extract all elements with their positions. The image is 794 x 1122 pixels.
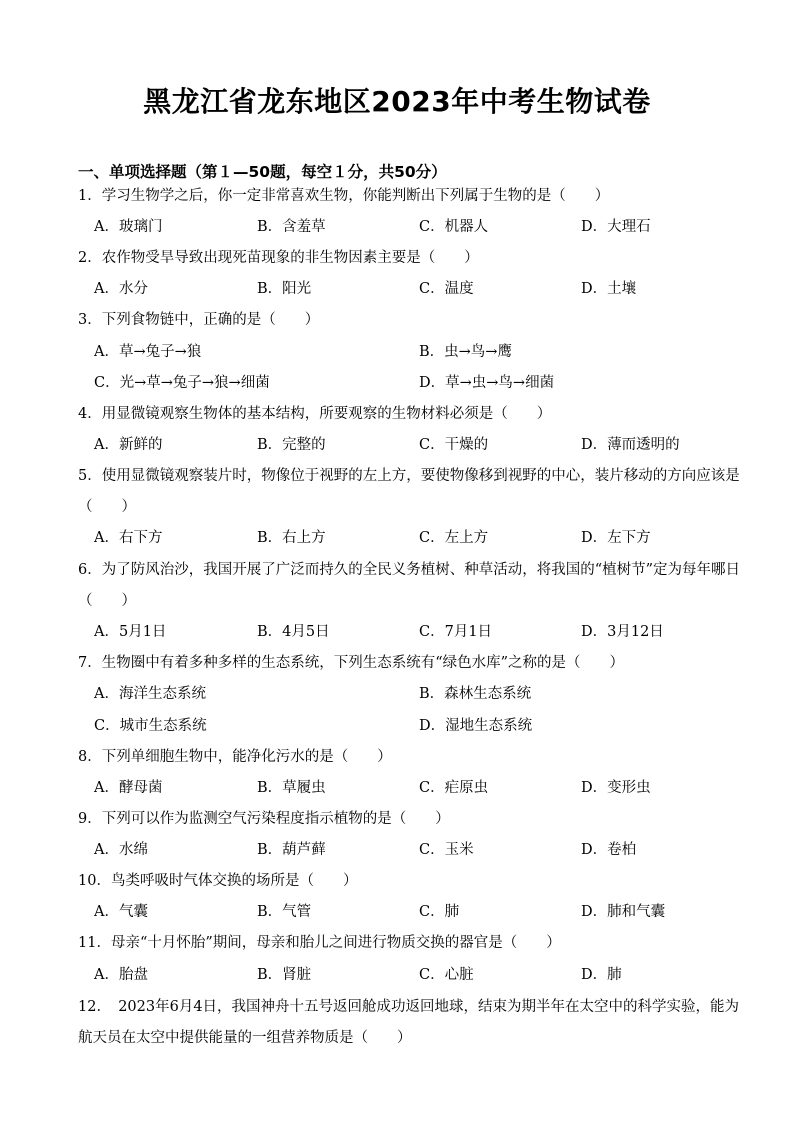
option-d: D．土壤	[581, 281, 637, 297]
option-d: D．卷柏	[581, 842, 637, 858]
option-c: C．机器人	[419, 219, 489, 235]
option-b: B．气管	[257, 904, 312, 920]
question-stem-continued: （ ）	[78, 499, 136, 515]
question-stem: 12． 2023年6月4日，我国神舟十五号返回舱成功返回地球，结束为期半年在太空中的科学实验，能为	[78, 999, 740, 1015]
question-stem: 9．下列可以作为监测空气污染程度指示植物的是（ ）	[78, 811, 450, 827]
option-a: A．水绵	[94, 842, 148, 858]
question-stem: 3．下列食物链中，正确的是（ ）	[78, 312, 320, 328]
question-stem-continued: （ ）	[78, 593, 136, 609]
option-d: D．草→虫→鸟→细菌	[419, 375, 555, 391]
option-d: D．肺和气囊	[581, 904, 666, 920]
option-a: A．水分	[94, 281, 148, 297]
option-b: B．草履虫	[257, 780, 326, 796]
option-a: A．胎盘	[94, 967, 148, 983]
question-stem: 7．生物圈中有着多种多样的生态系统，下列生态系统有“绿色水库”之称的是（ ）	[78, 655, 625, 671]
option-a: A．玻璃门	[94, 219, 163, 235]
question-stem: 4．用显微镜观察生物体的基本结构，所要观察的生物材料必须是（ ）	[78, 406, 552, 422]
page-title: 黑龙江省龙东地区2023年中考生物试卷	[143, 85, 651, 118]
option-b: B．森林生态系统	[419, 686, 532, 702]
option-a: A．新鲜的	[94, 437, 163, 453]
question-stem: 11．母亲“十月怀胎”期间，母亲和胎儿之间进行物质交换的器官是（ ）	[78, 935, 561, 951]
option-a: A．草→兔子→狼	[94, 344, 202, 360]
option-c: C．城市生态系统	[94, 718, 207, 734]
option-c: C．疟原虫	[419, 780, 489, 796]
option-b: B．含羞草	[257, 219, 326, 235]
option-d: D．左下方	[581, 530, 651, 546]
question-stem: 8．下列单细胞生物中，能净化污水的是（ ）	[78, 749, 392, 765]
option-d: D．肺	[581, 967, 622, 983]
option-c: C．光→草→兔子→狼→细菌	[94, 375, 270, 391]
question-stem: 10．鸟类呼吸时气体交换的场所是（ ）	[78, 873, 358, 889]
option-c: C．干燥的	[419, 437, 489, 453]
option-d: D．湿地生态系统	[419, 718, 533, 734]
question-stem: 6．为了防风治沙，我国开展了广泛而持久的全民义务植树、种草活动，将我国的“植树节”定为每年哪日	[78, 562, 741, 578]
option-c: C．温度	[419, 281, 474, 297]
option-a: A．5月1日	[94, 624, 167, 640]
question-stem: 1．学习生物学之后，你一定非常喜欢生物，你能判断出下列属于生物的是（ ）	[78, 188, 610, 204]
option-d: D．大理石	[581, 219, 651, 235]
option-c: C．左上方	[419, 530, 489, 546]
option-d: D．薄而透明的	[581, 437, 680, 453]
option-a: A．右下方	[94, 530, 163, 546]
option-d: D．变形虫	[581, 780, 651, 796]
question-stem-continued: 航天员在太空中提供能量的一组营养物质是（ ）	[78, 1030, 412, 1046]
option-b: B．葫芦藓	[257, 842, 326, 858]
question-stem: 2．农作物受旱导致出现死苗现象的非生物因素主要是（ ）	[78, 250, 479, 266]
option-b: B．阳光	[257, 281, 312, 297]
option-c: C．心脏	[419, 967, 474, 983]
option-b: B．完整的	[257, 437, 326, 453]
option-d: D．3月12日	[581, 624, 664, 640]
option-a: A．海洋生态系统	[94, 686, 206, 702]
option-a: A．气囊	[94, 904, 148, 920]
option-b: B．虫→鸟→鹰	[419, 344, 512, 360]
option-c: C．7月1日	[419, 624, 493, 640]
section-heading: 一、单项选择题（第１—50题，每空１分，共50分）	[78, 163, 447, 181]
option-c: C．玉米	[419, 842, 474, 858]
option-b: B．肾脏	[257, 967, 312, 983]
option-b: B．4月5日	[257, 624, 330, 640]
question-stem: 5．使用显微镜观察装片时，物像位于视野的左上方，要使物像移到视野的中心，装片移动的方向应该是	[78, 468, 740, 484]
option-a: A．酵母菌	[94, 780, 163, 796]
option-c: C．肺	[419, 904, 460, 920]
option-b: B．右上方	[257, 530, 326, 546]
